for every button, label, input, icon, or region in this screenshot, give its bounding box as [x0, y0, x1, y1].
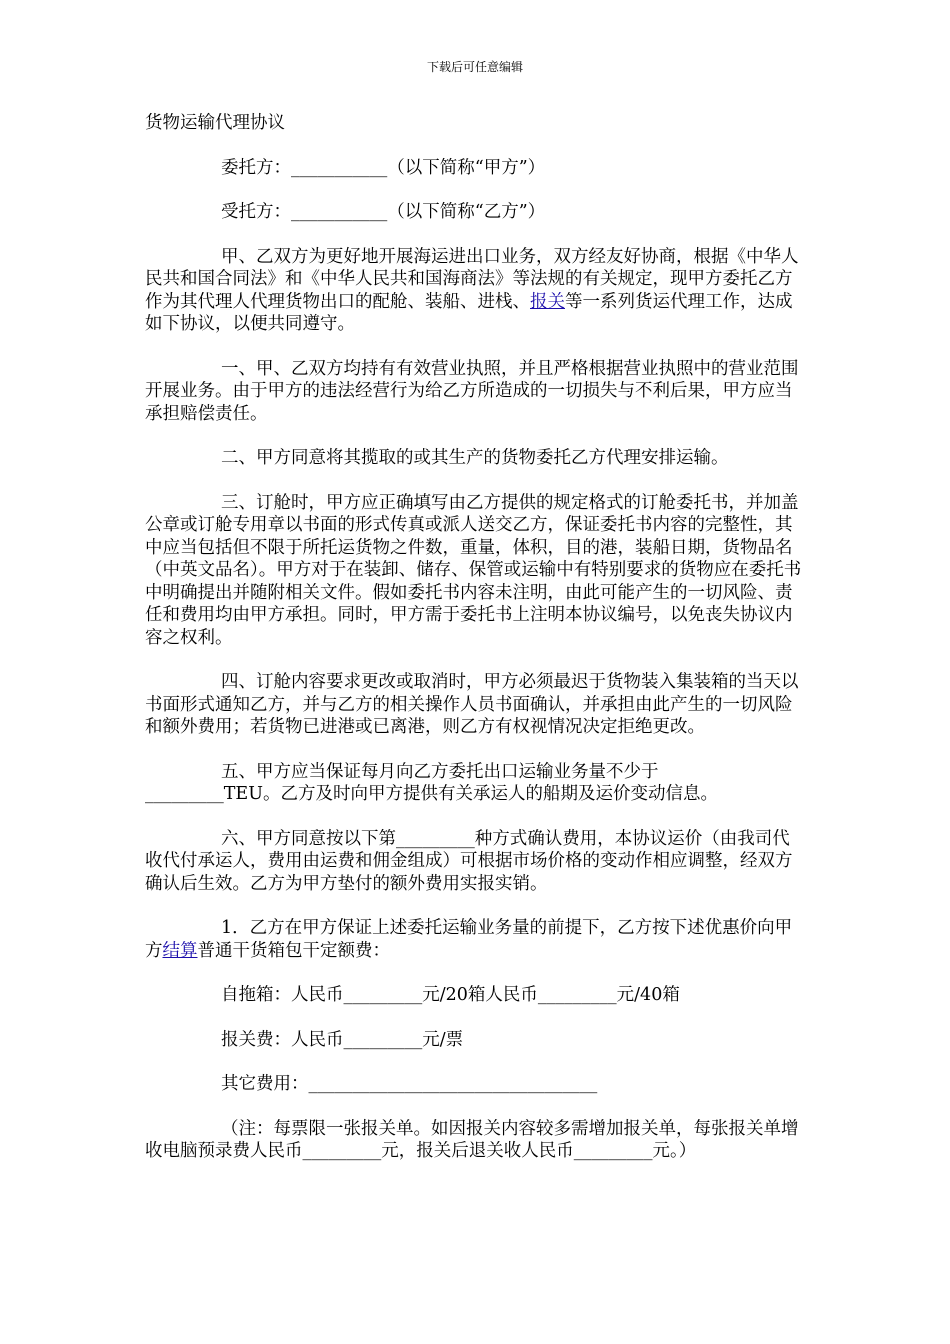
towing-fee-line: 自拖箱：人民币_________元/20箱人民币_________元/40箱	[221, 985, 680, 1005]
customs-link[interactable]: 报关	[530, 291, 565, 312]
document-title: 货物运输代理协议	[145, 113, 285, 133]
page-header: 下载后可任意编辑	[426, 60, 523, 74]
item-1-text: 1．乙方在甲方保证上述委托运输业务量的前提下，乙方按下述优惠价向甲方	[145, 918, 793, 961]
clause-5-line-1: 五、甲方应当保证每月向乙方委托出口运输业务量不少于	[221, 761, 659, 782]
intro-paragraph	[145, 246, 807, 336]
item-1-text-end: 普通干货箱包干定额费：	[197, 940, 390, 961]
other-fee-line: 其它费用：_________________________________	[221, 1074, 598, 1094]
item-1	[145, 917, 807, 962]
clause-1: 一、甲、乙双方均持有有效营业执照，并且严格根据营业执照中的营业范围开展业务。由于甲方的违法经营行为给乙方所造成的一切损失与不利后果，甲方应当承担赔偿责任。	[145, 358, 799, 424]
settlement-link[interactable]: 结算	[162, 940, 198, 961]
principal-line: 委托方：___________（以下简称“甲方”）	[221, 157, 546, 178]
clause-5-line-2: _________TEU。乙方及时向甲方提供有关承运人的船期及运价变动信息。	[145, 784, 718, 804]
clause-2: 二、甲方同意将其揽取的或其生产的货物委托乙方代理安排运输。	[221, 448, 729, 468]
clause-6: 六、甲方同意按以下第_________种方式确认费用，本协议运价（由我司代收代付承运人，费用由运费和佣金组成）可根据市场价格的变动作相应调整，经双方确认后生效。乙方为甲方垫付的额外费用实报实销。	[145, 828, 793, 894]
clause-4: 四、订舱内容要求更改或取消时，甲方必须最迟于货物装入集装箱的当天以书面形式通知乙方，并与乙方的相关操作人员书面确认，并承担由此产生的一切风险和额外费用；若货物已进港或已离港，则乙方有权视情况决定拒绝更改。	[145, 672, 799, 737]
clause-3: 三、订舱时，甲方应正确填写由乙方提供的规定格式的订舱委托书，并加盖公章或订舱专用章以书面的形式传真或派人送交乙方，保证委托书内容的完整性，其中应当包括但不限于所托运货物之件数，重量，体积，目的港，装船日期，货物品名（中英文品名）。甲方对于在装卸、储存、保管或运输中有特别要求的货物应在委托书中明确提出并随附相关文件。假如委托书内容未注明，由此可能产生的一切风险、责任和费用均由甲方承担。同时，甲方需于委托书上注明本协议编号，以免丧失协议内容之权利。	[145, 492, 802, 648]
note-paragraph: （注：每票限一张报关单。如因报关内容较多需增加报关单，每张报关单增收电脑预录费人民币_________元，报关后退关收人民币_________元。）	[145, 1118, 799, 1161]
agent-line: 受托方：___________（以下简称“乙方”）	[221, 202, 546, 222]
clause-5	[145, 761, 807, 806]
document-body	[145, 112, 807, 1163]
intro-text: 甲、乙双方为更好地开展海运进出口业务，双方经友好协商，根据《中华人民共和国合同法》和《中华人民共和国海商法》等法规的有关规定，现甲方委托乙方作为其代理人代理货物出口的配舱、装船、进栈、	[145, 246, 799, 312]
intro-text-end: 等一系列货运代理工作，达成如下协议，以便共同遵守。	[145, 291, 793, 334]
customs-fee-line: 报关费：人民币_________元/票	[221, 1029, 464, 1050]
